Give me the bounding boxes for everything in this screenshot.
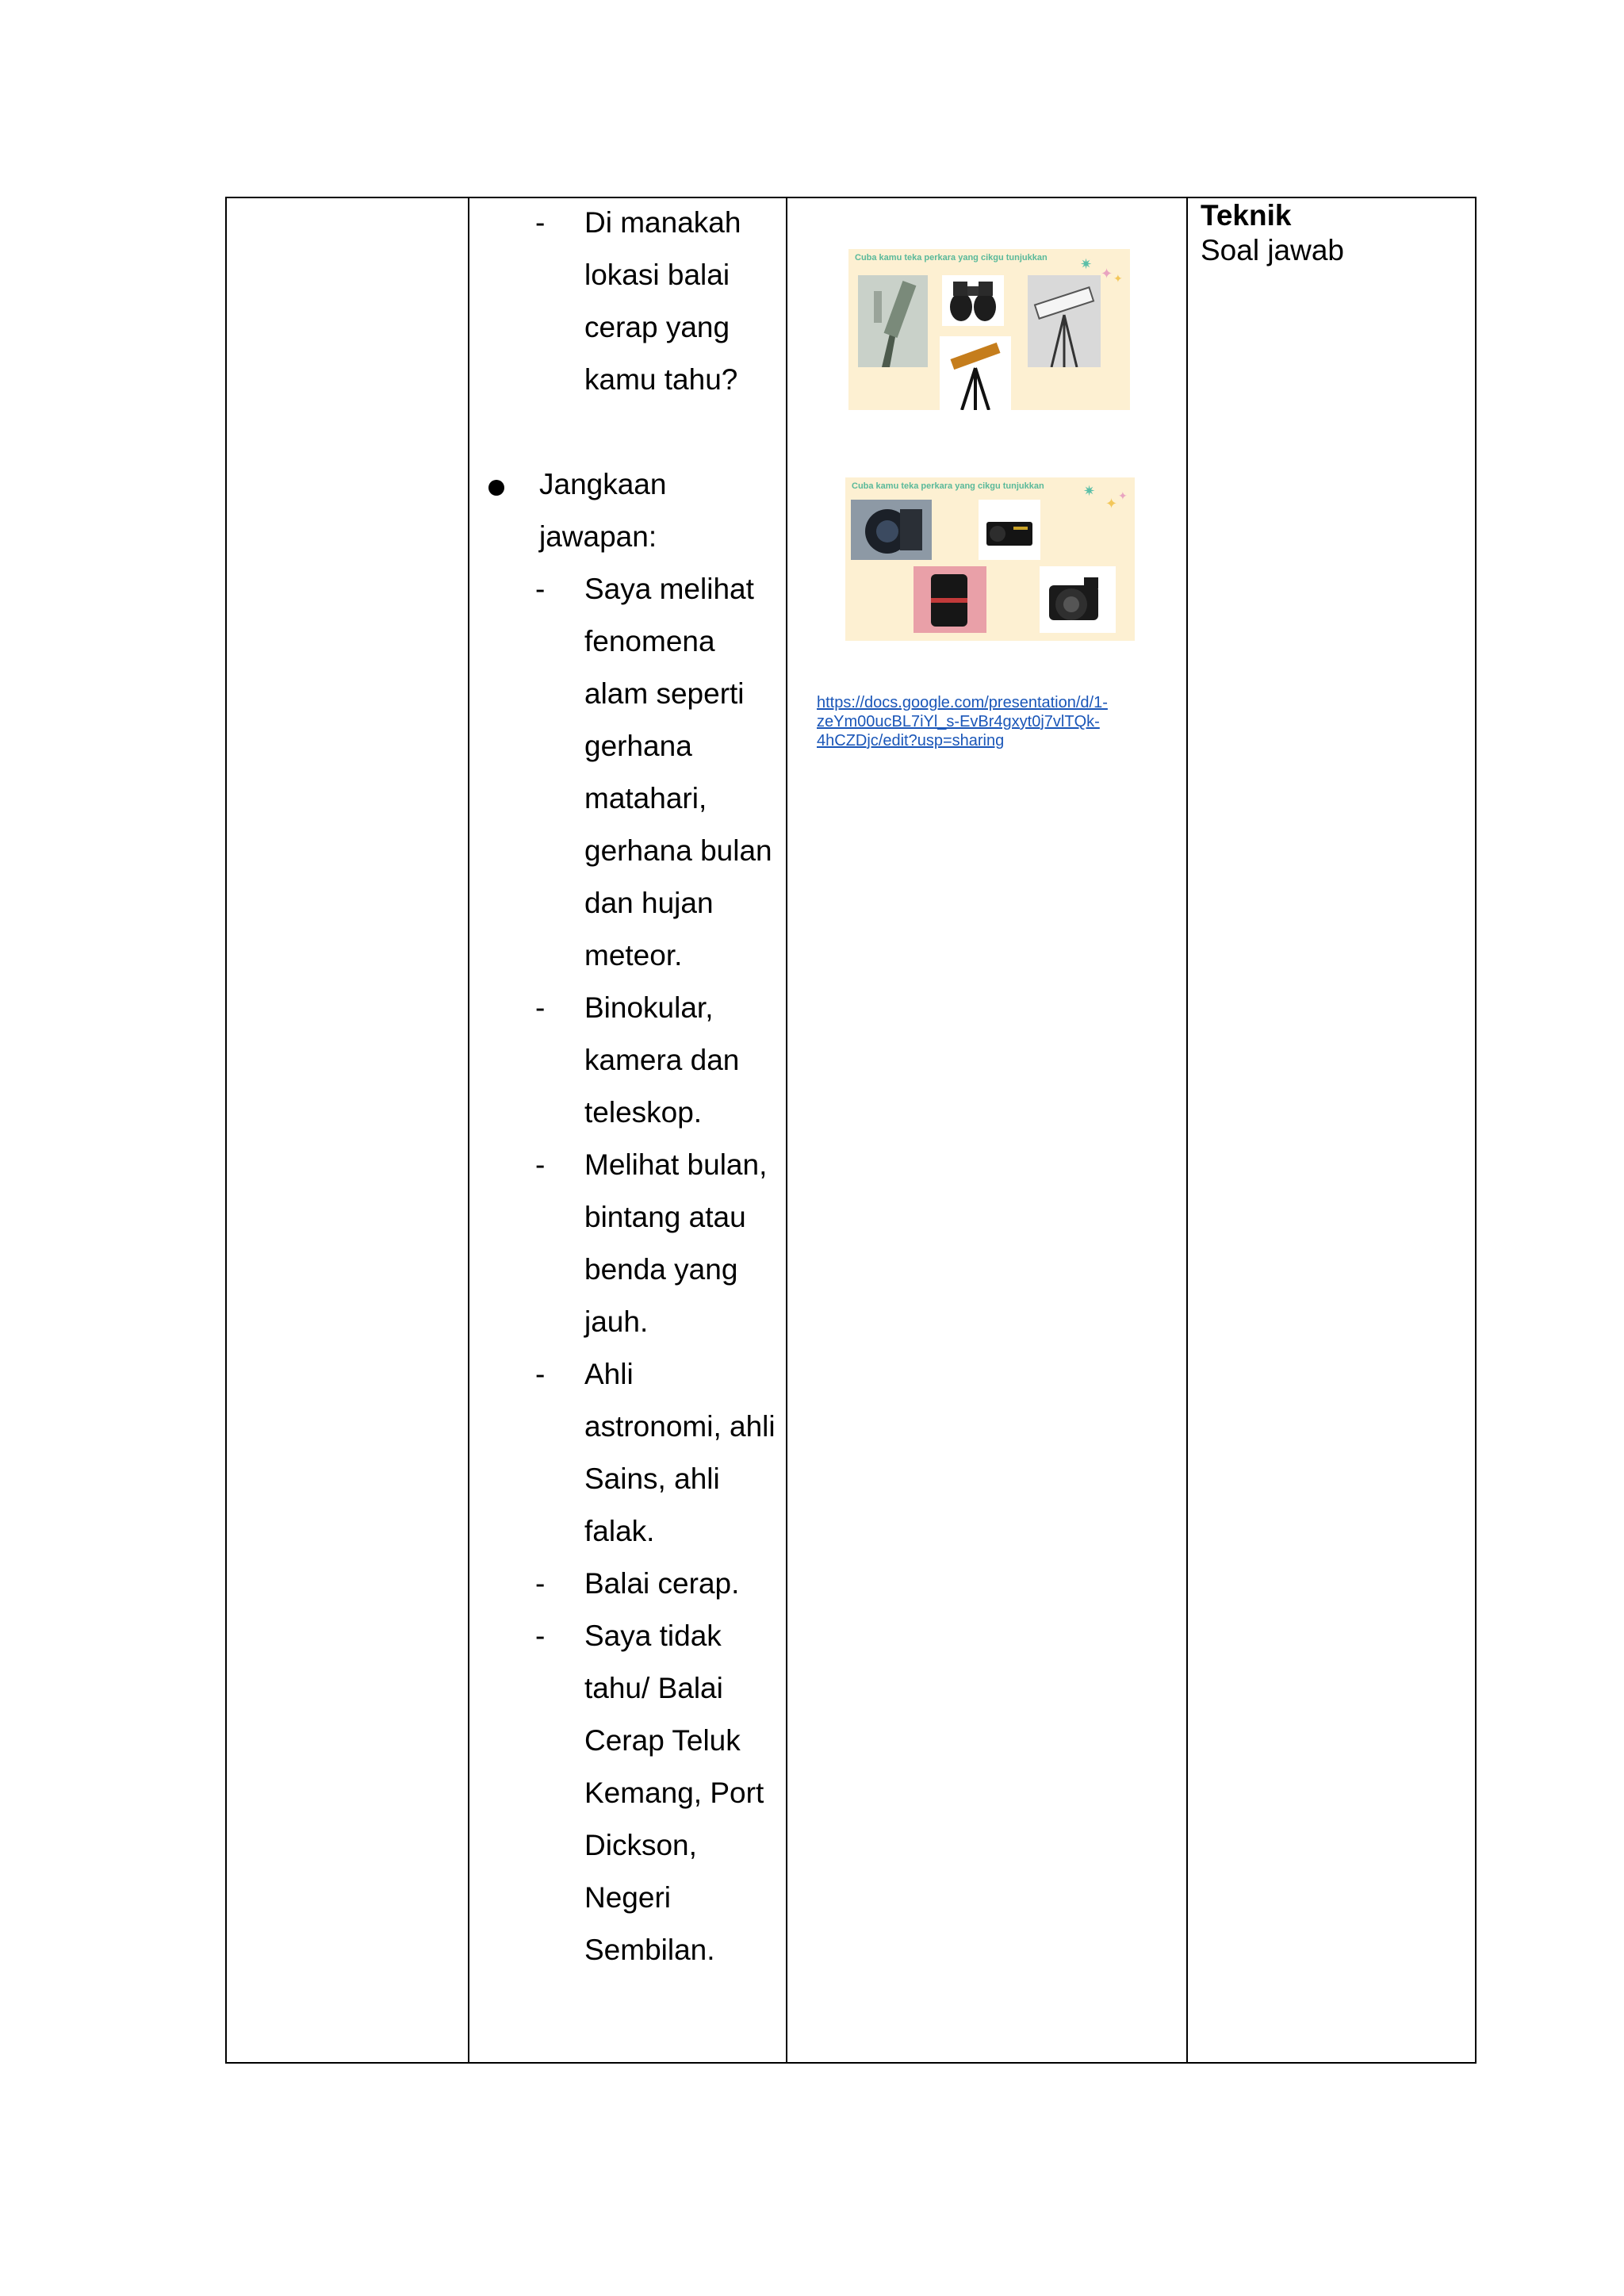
answer-text bbox=[584, 1139, 767, 1348]
question-line: cerap yang bbox=[584, 311, 730, 343]
sparkle-icon: ✷ bbox=[1080, 256, 1093, 272]
answer-line: kamera dan bbox=[584, 1044, 740, 1076]
answer-line: gerhana bbox=[584, 730, 692, 762]
lens-closeup-photo bbox=[914, 566, 986, 633]
dslr-camera-photo bbox=[1040, 566, 1116, 633]
answer-line: matahari, bbox=[584, 782, 707, 815]
slides-link[interactable] bbox=[817, 693, 1108, 750]
question-text bbox=[584, 197, 741, 406]
star-icon: ✦ bbox=[1101, 266, 1113, 282]
slide-thumbnail-telescopes bbox=[848, 249, 1130, 410]
answer-line: Sains, ahli bbox=[584, 1462, 720, 1495]
answer-line: Cerap Teluk bbox=[584, 1724, 741, 1757]
answer-line: fenomena bbox=[584, 625, 715, 657]
star-icon: ✦ bbox=[1113, 272, 1123, 285]
answer-line: Kemang, Port bbox=[584, 1777, 764, 1809]
refractor-telescope-photo bbox=[1028, 275, 1101, 367]
answer-line: Saya tidak bbox=[584, 1619, 722, 1652]
answer-line: Saya melihat bbox=[584, 573, 754, 605]
question-line: kamu tahu? bbox=[584, 363, 738, 396]
answer-line: astronomi, ahli bbox=[584, 1410, 776, 1443]
answer-line: benda yang bbox=[584, 1253, 738, 1286]
answer-text bbox=[584, 563, 772, 982]
slide-title: Cuba kamu teka perkara yang cikgu tunjukkan bbox=[855, 253, 1048, 263]
answer-line: jauh. bbox=[584, 1305, 649, 1338]
answer-line: tahu/ Balai bbox=[584, 1672, 723, 1704]
dash-marker: - bbox=[535, 1148, 546, 1181]
small-telescope-photo bbox=[940, 336, 1011, 410]
answer-line: Sembilan. bbox=[584, 1934, 715, 1966]
technique-value: Soal jawab bbox=[1201, 234, 1345, 266]
answer-line: Melihat bulan, bbox=[584, 1148, 768, 1181]
answer-text bbox=[584, 1610, 764, 1976]
answer-line: meteor. bbox=[584, 939, 683, 972]
star-icon: ✦ bbox=[1105, 496, 1118, 512]
column-divider bbox=[1186, 198, 1188, 2062]
link-line: 4hCZDjc/edit?usp=sharing bbox=[817, 732, 1005, 749]
slide-thumbnail-cameras bbox=[845, 477, 1135, 641]
answer-line: bintang atau bbox=[584, 1201, 746, 1233]
heading-line: Jangkaan bbox=[539, 468, 667, 500]
link-line: https://docs.google.com/presentation/d/1- bbox=[817, 694, 1108, 711]
dash-marker: - bbox=[535, 206, 546, 239]
technique-title: Teknik bbox=[1201, 199, 1292, 232]
answer-line: alam seperti bbox=[584, 677, 745, 710]
dash-marker: - bbox=[535, 1619, 546, 1652]
answer-text bbox=[584, 982, 739, 1139]
answer-line: Ahli bbox=[584, 1358, 634, 1390]
answer-line: gerhana bulan bbox=[584, 834, 772, 867]
answer-line: teleskop. bbox=[584, 1096, 703, 1129]
sparkle-icon: ✷ bbox=[1083, 483, 1096, 499]
answer-line: Negeri bbox=[584, 1881, 671, 1914]
question-line: Di manakah bbox=[584, 206, 741, 239]
bullet-icon bbox=[488, 480, 504, 496]
answer-line: Dickson, bbox=[584, 1829, 697, 1861]
column-divider bbox=[786, 198, 787, 2062]
answer-text bbox=[584, 1558, 739, 1610]
heading-line: jawapan: bbox=[539, 520, 657, 553]
answer-line: Binokular, bbox=[584, 991, 714, 1024]
compact-camera-photo bbox=[979, 500, 1040, 560]
link-line: zeYm00ucBL7iYl_s-EvBr4gxyt0j7vlTQk- bbox=[817, 713, 1100, 730]
question-line: lokasi balai bbox=[584, 259, 730, 291]
dash-marker: - bbox=[535, 991, 546, 1024]
answer-text bbox=[584, 1348, 776, 1558]
dash-marker: - bbox=[535, 1567, 546, 1600]
star-icon: ✦ bbox=[1118, 489, 1128, 502]
dash-marker: - bbox=[535, 573, 546, 605]
slide-title: Cuba kamu teka perkara yang cikgu tunjukkan bbox=[852, 481, 1044, 491]
answer-line: falak. bbox=[584, 1515, 655, 1547]
telescope-photo bbox=[858, 275, 928, 367]
binoculars-photo bbox=[942, 275, 1004, 326]
column-divider bbox=[468, 198, 469, 2062]
answer-heading-text bbox=[539, 458, 666, 563]
answer-line: dan hujan bbox=[584, 887, 714, 919]
dash-marker: - bbox=[535, 1358, 546, 1390]
answer-line: Balai cerap. bbox=[584, 1567, 740, 1600]
camera-lens-photo bbox=[851, 500, 932, 560]
